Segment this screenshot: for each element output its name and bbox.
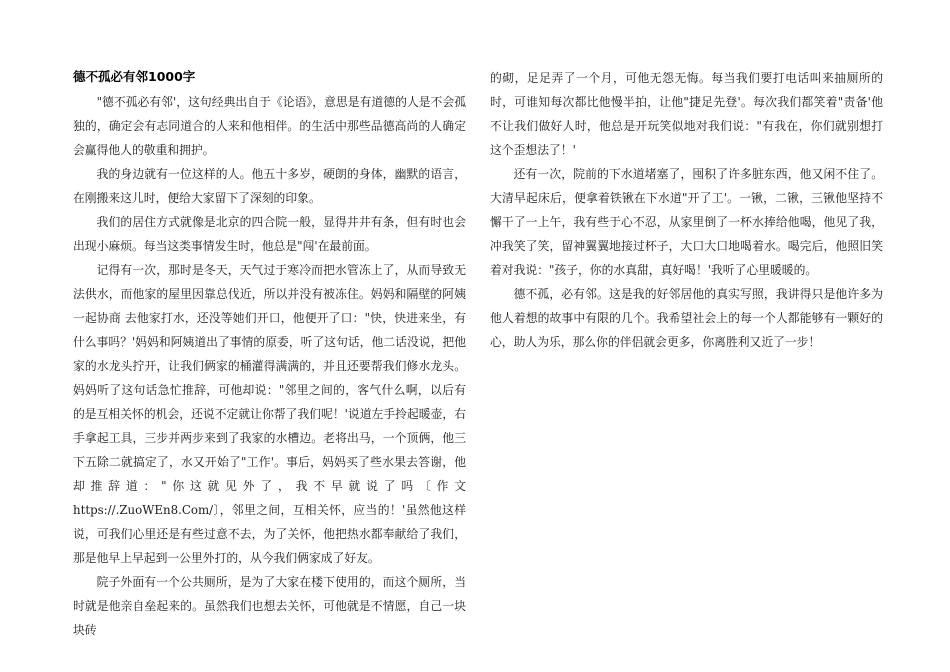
paragraph-continuation: 的砌，足足弄了一个月，可他无怨无悔。每当我们要打电话叫来抽厕所的时，可谁知每次都比他慢半拍，让他"捷足先登'。每次我们都笑着"责备'他不让我们做好人时，他总是开玩笑似地对我们说："有我在，你们就别想打这个歪想法了！' bbox=[490, 71, 883, 157]
paragraph: 院子外面有一个公共厕所，是为了大家在楼下使用的，而这个厕所，当时就是他亲自垒起来的。虽然我们也想去关怀，可他就是不情愿，自己一块块砖 bbox=[73, 575, 466, 637]
paragraph: 德不孤，必有邻。这是我的好邻居他的真实写照，我讲得只是他许多为他人着想的故事中有限的几个。我希望社会上的每一个人都能够有一颗好的心，助人为乐，那么你的伴侣就会更多，你离胜利又近了一步！ bbox=[490, 287, 883, 349]
document-title: 德不孤必有邻1000字 bbox=[73, 69, 196, 84]
paragraph: "德不孤必有邻'，这句经典出自于《论语》，意思是有道德的人是不会孤独的，确定会有志同道合的人来和他相伴。的生活中那些品德高尚的人确定会赢得他人的敬重和拥护。 bbox=[73, 95, 466, 157]
paragraph: 我的身边就有一位这样的人。他五十多岁，硬朗的身体，幽默的语言，在刚搬来这儿时，便给大家留下了深刻的印象。 bbox=[73, 167, 466, 205]
paragraph: 记得有一次，那时是冬天，天气过于寒冷而把水管冻上了，从而导致无法供水，而他家的屋里因靠总伐近，所以并没有被冻住。妈妈和隔壁的阿姨一起协商 去他家打水，还没等她们开口，他便开了口："快，快进来坐，有什么事吗？'妈妈和阿姨道出了事情的原委，听了这句话，他二话没说，把他家的水龙头拧开，让我们俩家的桶灌得满满的，并且还要帮我们修水龙头。妈妈听了这句话急忙推辞，可他却说："邻里之间的，客气什么啊，以后有的是互相关怀的机会，还说不定就让你帮了我们呢！'说道左手拎起暖壶，右手拿起工具，三步并两步来到了我家的水槽边。老将出马，一个顶俩，他三下五除二就搞定了，水又开始了"工作'。事后，妈妈买了些水果去答谢，他却推辞道："你这就见外了，我不早就说了吗〔作文https://.ZuoWEn8.Com/〕，邻里之间，互相关怀，应当的！'虽然他这样说，可我们心里还是有些过意不去，为了关怀，他把热水都奉献给了我们，那是他早上早起到一公里外打的，从今我们俩家成了好友。 bbox=[73, 263, 466, 565]
paragraph: 我们的居住方式就像是北京的四合院一般，显得井井有条，但有时也会出现小麻烦。每当这类事情发生时，他总是"闯'在最前面。 bbox=[73, 215, 466, 253]
left-column bbox=[73, 66, 466, 642]
paragraph: 还有一次，院前的下水道堵塞了，囤积了许多脏东西，他又闲不住了。大清早起床后，便拿着铁锹在下水道"开了工'。一锹，二锹，三锹他坚持不懈干了一上午，我有些于心不忍，从家里倒了一杯水捧给他喝，他见了我，冲我笑了笑，留神翼翼地接过杯子，大口大口地喝着水。喝完后，他照旧笑着对我说："孩子，你的水真甜，真好喝！'我听了心里暖暖的。 bbox=[490, 167, 883, 277]
right-column bbox=[490, 66, 883, 354]
